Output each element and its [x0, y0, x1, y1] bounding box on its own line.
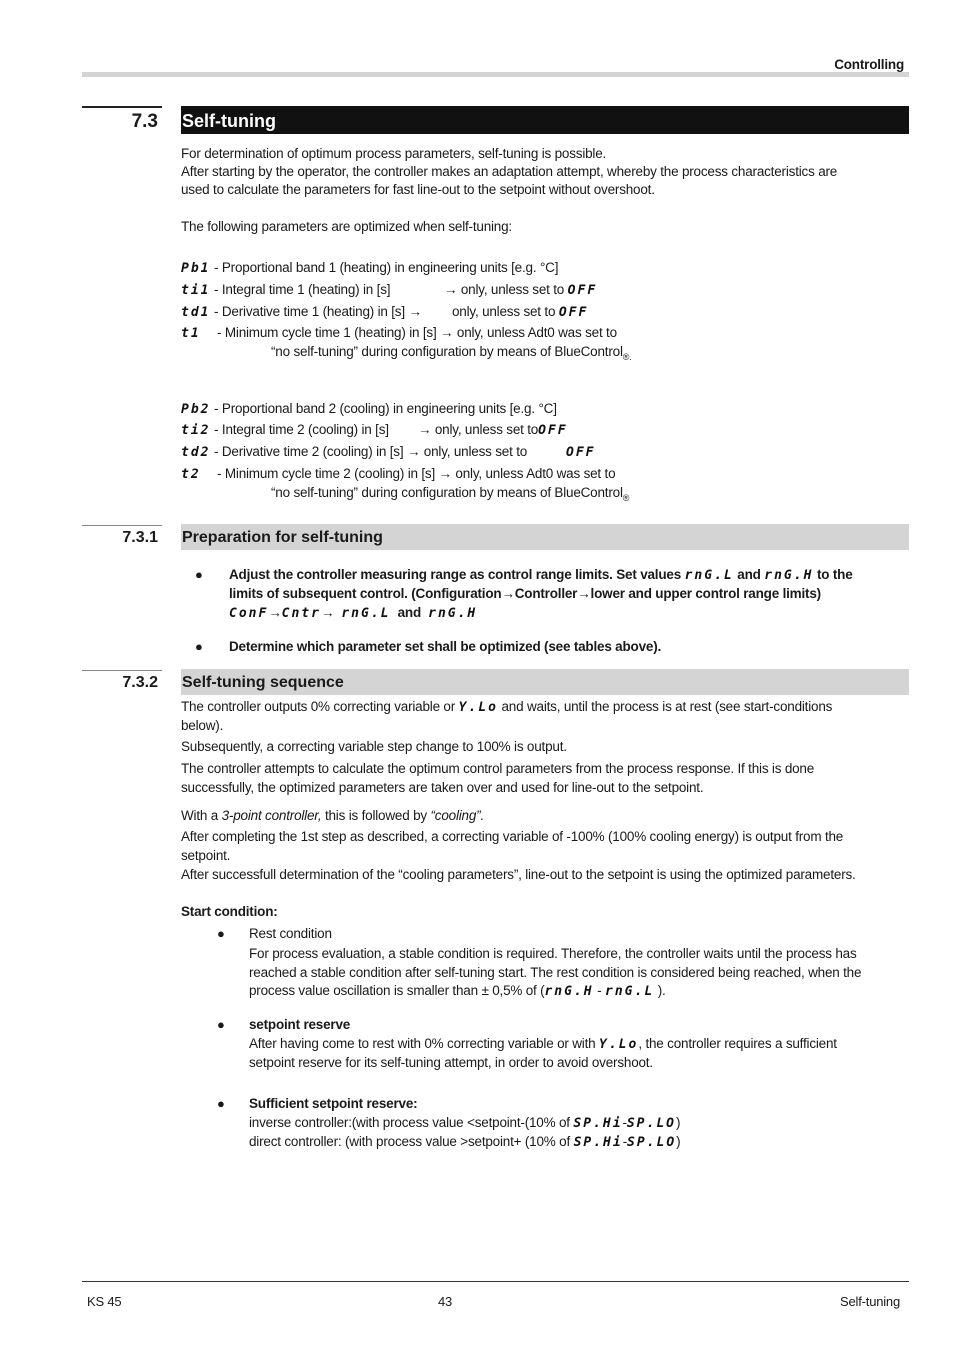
- param-desc: - Derivative time 2 (cooling) in [s] → only, unless set to: [210, 444, 528, 459]
- intro-line-3: used to calculate the parameters for fast line-out to the setpoint without overshoot.: [181, 182, 655, 197]
- code-t2: t2: [181, 467, 201, 482]
- paren: ): [676, 1134, 681, 1149]
- param-desc: - Derivative time 1 (heating) in [s] →: [210, 304, 422, 319]
- footer-rule: [82, 1281, 909, 1282]
- reserve-line-1: [249, 1035, 837, 1055]
- rest-line-3: [249, 982, 666, 1002]
- param-desc: - Proportional band 2 (cooling) in engineering units [e.g. °C]: [214, 401, 557, 416]
- param-ti1: [181, 281, 390, 301]
- reserve-line-2: setpoint reserve for its self-tuning attempt, in order to avoid overshoot.: [249, 1055, 653, 1070]
- param-desc: - Integral time 1 (heating) in [s]: [210, 282, 391, 297]
- prep-tail: to the: [816, 567, 853, 582]
- registered-mark: ®.: [622, 352, 632, 362]
- section-title: Self-tuning: [181, 106, 909, 134]
- seq-line-6: [181, 807, 484, 826]
- intro-line-1: For determination of optimum process parameters, self-tuning is possible.: [181, 146, 607, 161]
- param-ti1-note: [444, 281, 597, 301]
- param-desc: - Proportional band 1 (heating) in engineering units [e.g. °C]: [210, 260, 559, 275]
- prep-and: and: [397, 605, 422, 620]
- code-td1: td1: [181, 305, 211, 320]
- param-t2: [181, 465, 615, 485]
- param-td2: [181, 443, 527, 463]
- param-td1: [181, 303, 422, 323]
- code-off: OFF: [567, 283, 598, 298]
- footer-right: Self-tuning: [840, 1294, 900, 1309]
- code-off: OFF: [558, 305, 589, 320]
- paren: ): [675, 1115, 681, 1130]
- section-number: 7.3: [82, 106, 162, 132]
- seq-line-9: After successfull determination of the “cooling parameters”, line-out to the setpoint is using the optimized parameters.: [181, 867, 856, 882]
- prep-line-3: [229, 604, 477, 624]
- direct-line: [249, 1133, 680, 1153]
- param-t1: [181, 324, 617, 344]
- seq-line-5: successfully, the optimized parameters are taken over and used for line-out to the setpoint.: [181, 780, 704, 795]
- subsection-title: Self-tuning sequence: [181, 669, 909, 695]
- code-ti1: ti1: [181, 283, 211, 298]
- code-rngl: rnG.L: [684, 568, 734, 583]
- start-condition-heading: Start condition:: [181, 904, 278, 919]
- code-conf: ConF: [229, 606, 269, 621]
- prep-text: Adjust the controller measuring range as control range limits. Set values: [229, 567, 682, 582]
- direct-text: direct controller: (with process value >setpoint+ (10% of: [249, 1134, 571, 1149]
- code-sphi: SP.Hi: [573, 1135, 623, 1150]
- code-td2: td2: [181, 445, 211, 460]
- param-desc-cont: “no self-tuning” during configuration by means of BlueControl: [271, 485, 623, 500]
- param-ti2: [181, 421, 389, 441]
- param-note: → only, unless set to: [444, 282, 565, 297]
- code-off: OFF: [538, 423, 568, 438]
- param-pb1: [181, 259, 558, 279]
- rest-line-2: reached a stable condition after self-tuning start. The rest condition is considered being reached, when the: [249, 965, 862, 980]
- bullet-icon: ●: [195, 639, 203, 654]
- sufficient-title: Sufficient setpoint reserve:: [249, 1096, 418, 1111]
- code-rngh: rnG.H: [428, 606, 478, 621]
- code-cntr: Cntr: [281, 606, 321, 621]
- intro-line-2: After starting by the operator, the controller makes an adaptation attempt, whereby the process characteristics are: [181, 164, 838, 179]
- subsection-number: 7.3.2: [82, 670, 162, 694]
- seq-text: this is followed by: [321, 808, 431, 823]
- subsection-number: 7.3.1: [82, 525, 162, 549]
- code-pb1: Pb1: [181, 261, 211, 276]
- param-pb2: [181, 400, 557, 420]
- subsection-title: Preparation for self-tuning: [181, 524, 909, 550]
- param-note: → only, unless set to: [418, 422, 539, 437]
- param-td1-note: [452, 303, 588, 323]
- seq-text: The controller outputs 0% correcting variable or: [181, 699, 456, 714]
- inverse-text: inverse controller:(with process value <setpoint-(10% of: [249, 1115, 570, 1130]
- rest-title: Rest condition: [249, 926, 332, 941]
- param-desc: - Minimum cycle time 1 (heating) in [s] → only, unless Adt0 was set to: [217, 325, 617, 340]
- rest-line-1: For process evaluation, a stable condition is required. Therefore, the controller waits until the process has: [249, 946, 857, 961]
- seq-line-4: The controller attempts to calculate the optimum control parameters from the process response. If this is done: [181, 761, 815, 776]
- prep-and: and: [737, 567, 761, 582]
- seq-italic: “cooling”.: [430, 808, 485, 823]
- dash: -: [622, 1115, 627, 1130]
- reserve-text: After having come to rest with 0% correcting variable or with: [249, 1036, 596, 1051]
- seq-text: With a: [181, 808, 222, 823]
- page-number: 43: [437, 1294, 453, 1309]
- param-desc-cont: “no self-tuning” during configuration by means of BlueControl: [271, 344, 623, 359]
- running-header: Controlling: [834, 57, 904, 72]
- bullet-icon: ●: [217, 1017, 225, 1032]
- seq-line-3: Subsequently, a correcting variable step change to 100% is output.: [181, 739, 567, 754]
- arrow: →: [268, 605, 282, 620]
- rest-text: ).: [657, 983, 666, 998]
- reserve-text: , the controller requires a sufficient: [638, 1036, 837, 1051]
- seq-line-8: setpoint.: [181, 848, 231, 863]
- param-td2-off: [566, 443, 595, 463]
- code-rngh: rnG.H: [764, 568, 814, 583]
- param-t1-line2: [271, 343, 632, 367]
- param-t2-line2: [271, 484, 629, 508]
- dash: -: [622, 1134, 628, 1149]
- code-splo: SP.LO: [626, 1116, 676, 1131]
- following-text: The following parameters are optimized when self-tuning:: [181, 219, 512, 234]
- code-splo: SP.LO: [627, 1135, 677, 1150]
- reserve-title: setpoint reserve: [249, 1017, 351, 1032]
- prep-line-1: [229, 566, 853, 586]
- param-desc: - Integral time 2 (cooling) in [s]: [214, 422, 389, 437]
- seq-italic: 3-point controller,: [221, 808, 322, 823]
- seq-line-1: [181, 698, 832, 718]
- code-rngh: rnG.H: [544, 984, 594, 999]
- code-sphi: SP.Hi: [573, 1116, 623, 1131]
- bullet-icon: ●: [217, 1096, 225, 1111]
- rest-text: process value oscillation is smaller than ± 0,5% of (: [249, 983, 545, 998]
- arrow: →: [320, 605, 335, 620]
- header-rule: [82, 72, 909, 77]
- code-pb2: Pb2: [181, 402, 211, 417]
- bullet-icon: ●: [195, 567, 203, 582]
- code-ti2: ti2: [181, 423, 211, 438]
- code-ylo: Y.Lo: [599, 1037, 639, 1052]
- seq-line-2: below).: [181, 718, 224, 733]
- registered-mark: ®: [622, 493, 630, 503]
- param-note: only, unless set to: [452, 304, 556, 319]
- prep-line-2: limits of subsequent control. (Configuration→Controller→lower and upper control range limits): [229, 586, 821, 601]
- footer-left: KS 45: [87, 1294, 122, 1309]
- code-rngl: rnG.L: [605, 984, 655, 999]
- code-t1: t1: [181, 326, 201, 341]
- code-ylo: Y.Lo: [458, 700, 498, 715]
- inverse-line: [249, 1114, 680, 1134]
- seq-text: and waits, until the process is at rest (see start-conditions: [501, 699, 833, 714]
- bullet-icon: ●: [217, 926, 225, 941]
- code-rngl: rnG.L: [341, 606, 391, 621]
- code-off: OFF: [566, 445, 596, 460]
- param-desc: - Minimum cycle time 2 (cooling) in [s] → only, unless Adt0 was set to: [217, 466, 616, 481]
- dash: -: [597, 983, 602, 998]
- prep-bullet-2: Determine which parameter set shall be optimized (see tables above).: [229, 639, 662, 654]
- seq-line-7: After completing the 1st step as described, a correcting variable of -100% (100% cooling energy) is output from the: [181, 829, 844, 844]
- param-ti2-note: [418, 421, 568, 441]
